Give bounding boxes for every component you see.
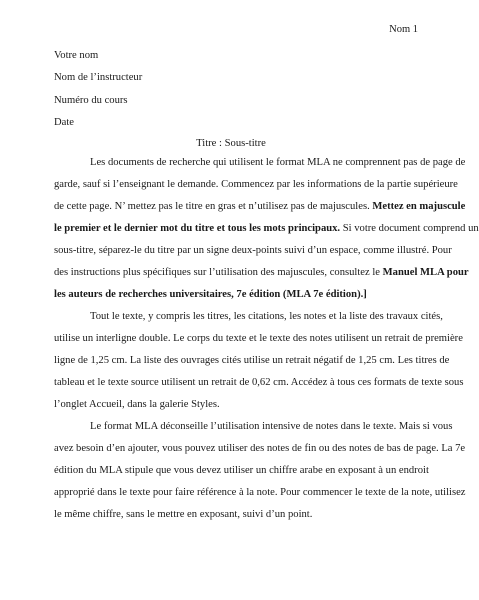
- paragraph-2: [54, 306, 464, 416]
- text-run: Les documents de recherche qui utilisent le format MLA ne comprennent pas de page de: [90, 157, 466, 168]
- text-run: approprié dans le texte pour faire référence à la note. Pour commencer le texte de la note, utilisez: [54, 487, 466, 498]
- text-run: garde, sauf si l’enseignant le demande. Commencez par les informations de la partie supérieure: [54, 179, 458, 190]
- bold-text-run: les auteurs de recherches universitaires, 7e édition (MLA 7e édition).]: [54, 289, 367, 300]
- text-run: ligne de 1,25 cm. La liste des ouvrages cités utilise un retrait négatif de 1,25 cm. Les titres de: [54, 355, 450, 366]
- text-run: Si votre document comprend un: [340, 223, 479, 234]
- text-line: [54, 174, 458, 196]
- text-line: [54, 416, 453, 438]
- paragraph-1: [54, 152, 479, 306]
- text-line: [54, 460, 429, 482]
- text-line: [54, 152, 466, 174]
- text-run: Le format MLA déconseille l’utilisation intensive de notes dans le texte. Mais si vous: [90, 421, 453, 432]
- text-line: [54, 372, 464, 394]
- text-line: [54, 284, 418, 306]
- bold-text-run: Mettez en majuscule: [372, 201, 466, 212]
- text-line: [54, 306, 443, 328]
- text-run: sous-titre, séparez-le du titre par un signe deux-points suivi d’un espace, comme illustré. Pour: [54, 245, 452, 256]
- text-run: des instructions plus spécifiques sur l’utilisation des majuscules, consultez le: [54, 267, 383, 278]
- text-line: [54, 328, 463, 350]
- text-line: [54, 240, 452, 262]
- course-number: Numéro du cours: [54, 95, 128, 106]
- text-line: [54, 218, 479, 240]
- paragraph-3: [54, 416, 466, 526]
- text-run: avez besoin d’en ajouter, vous pouvez utiliser des notes de fin ou des notes de bas de page. La 7e: [54, 443, 466, 454]
- text-line: [54, 504, 418, 526]
- text-line: [54, 482, 466, 504]
- bold-text-run: Manuel MLA pour: [382, 267, 469, 278]
- running-head: Nom 1: [389, 24, 418, 35]
- text-run: utilise un interligne double. Le corps du texte et le texte des notes utilisent un retrait de première: [54, 333, 463, 344]
- text-run: Tout le texte, y compris les titres, les citations, les notes et la liste des travaux cités,: [90, 311, 443, 322]
- text-line: [54, 438, 466, 460]
- document-date: Date: [54, 117, 74, 128]
- text-line: [54, 350, 450, 372]
- document-title: Titre : Sous-titre: [196, 138, 266, 149]
- bold-text-run: le premier et le dernier mot du titre et tous les mots principaux.: [54, 223, 341, 234]
- text-line: [54, 196, 466, 218]
- text-run: tableau et le texte source utilisent un retrait de 0,62 cm. Accédez à tous ces formats de texte sous: [54, 377, 464, 388]
- text-line: [54, 262, 469, 284]
- text-run: le même chiffre, sans le mettre en exposant, suivi d’un point.: [54, 509, 313, 520]
- text-run: l’onglet Accueil, dans la galerie Styles.: [54, 399, 220, 410]
- text-line: [54, 394, 418, 416]
- text-run: de cette page. N’ mettez pas le titre en gras et n’utilisez pas de majuscules.: [54, 201, 373, 212]
- author-name: Votre nom: [54, 50, 99, 61]
- instructor-name: Nom de l’instructeur: [54, 72, 143, 83]
- text-run: édition du MLA stipule que vous devez utiliser un chiffre arabe en exposant à un endroit: [54, 465, 429, 476]
